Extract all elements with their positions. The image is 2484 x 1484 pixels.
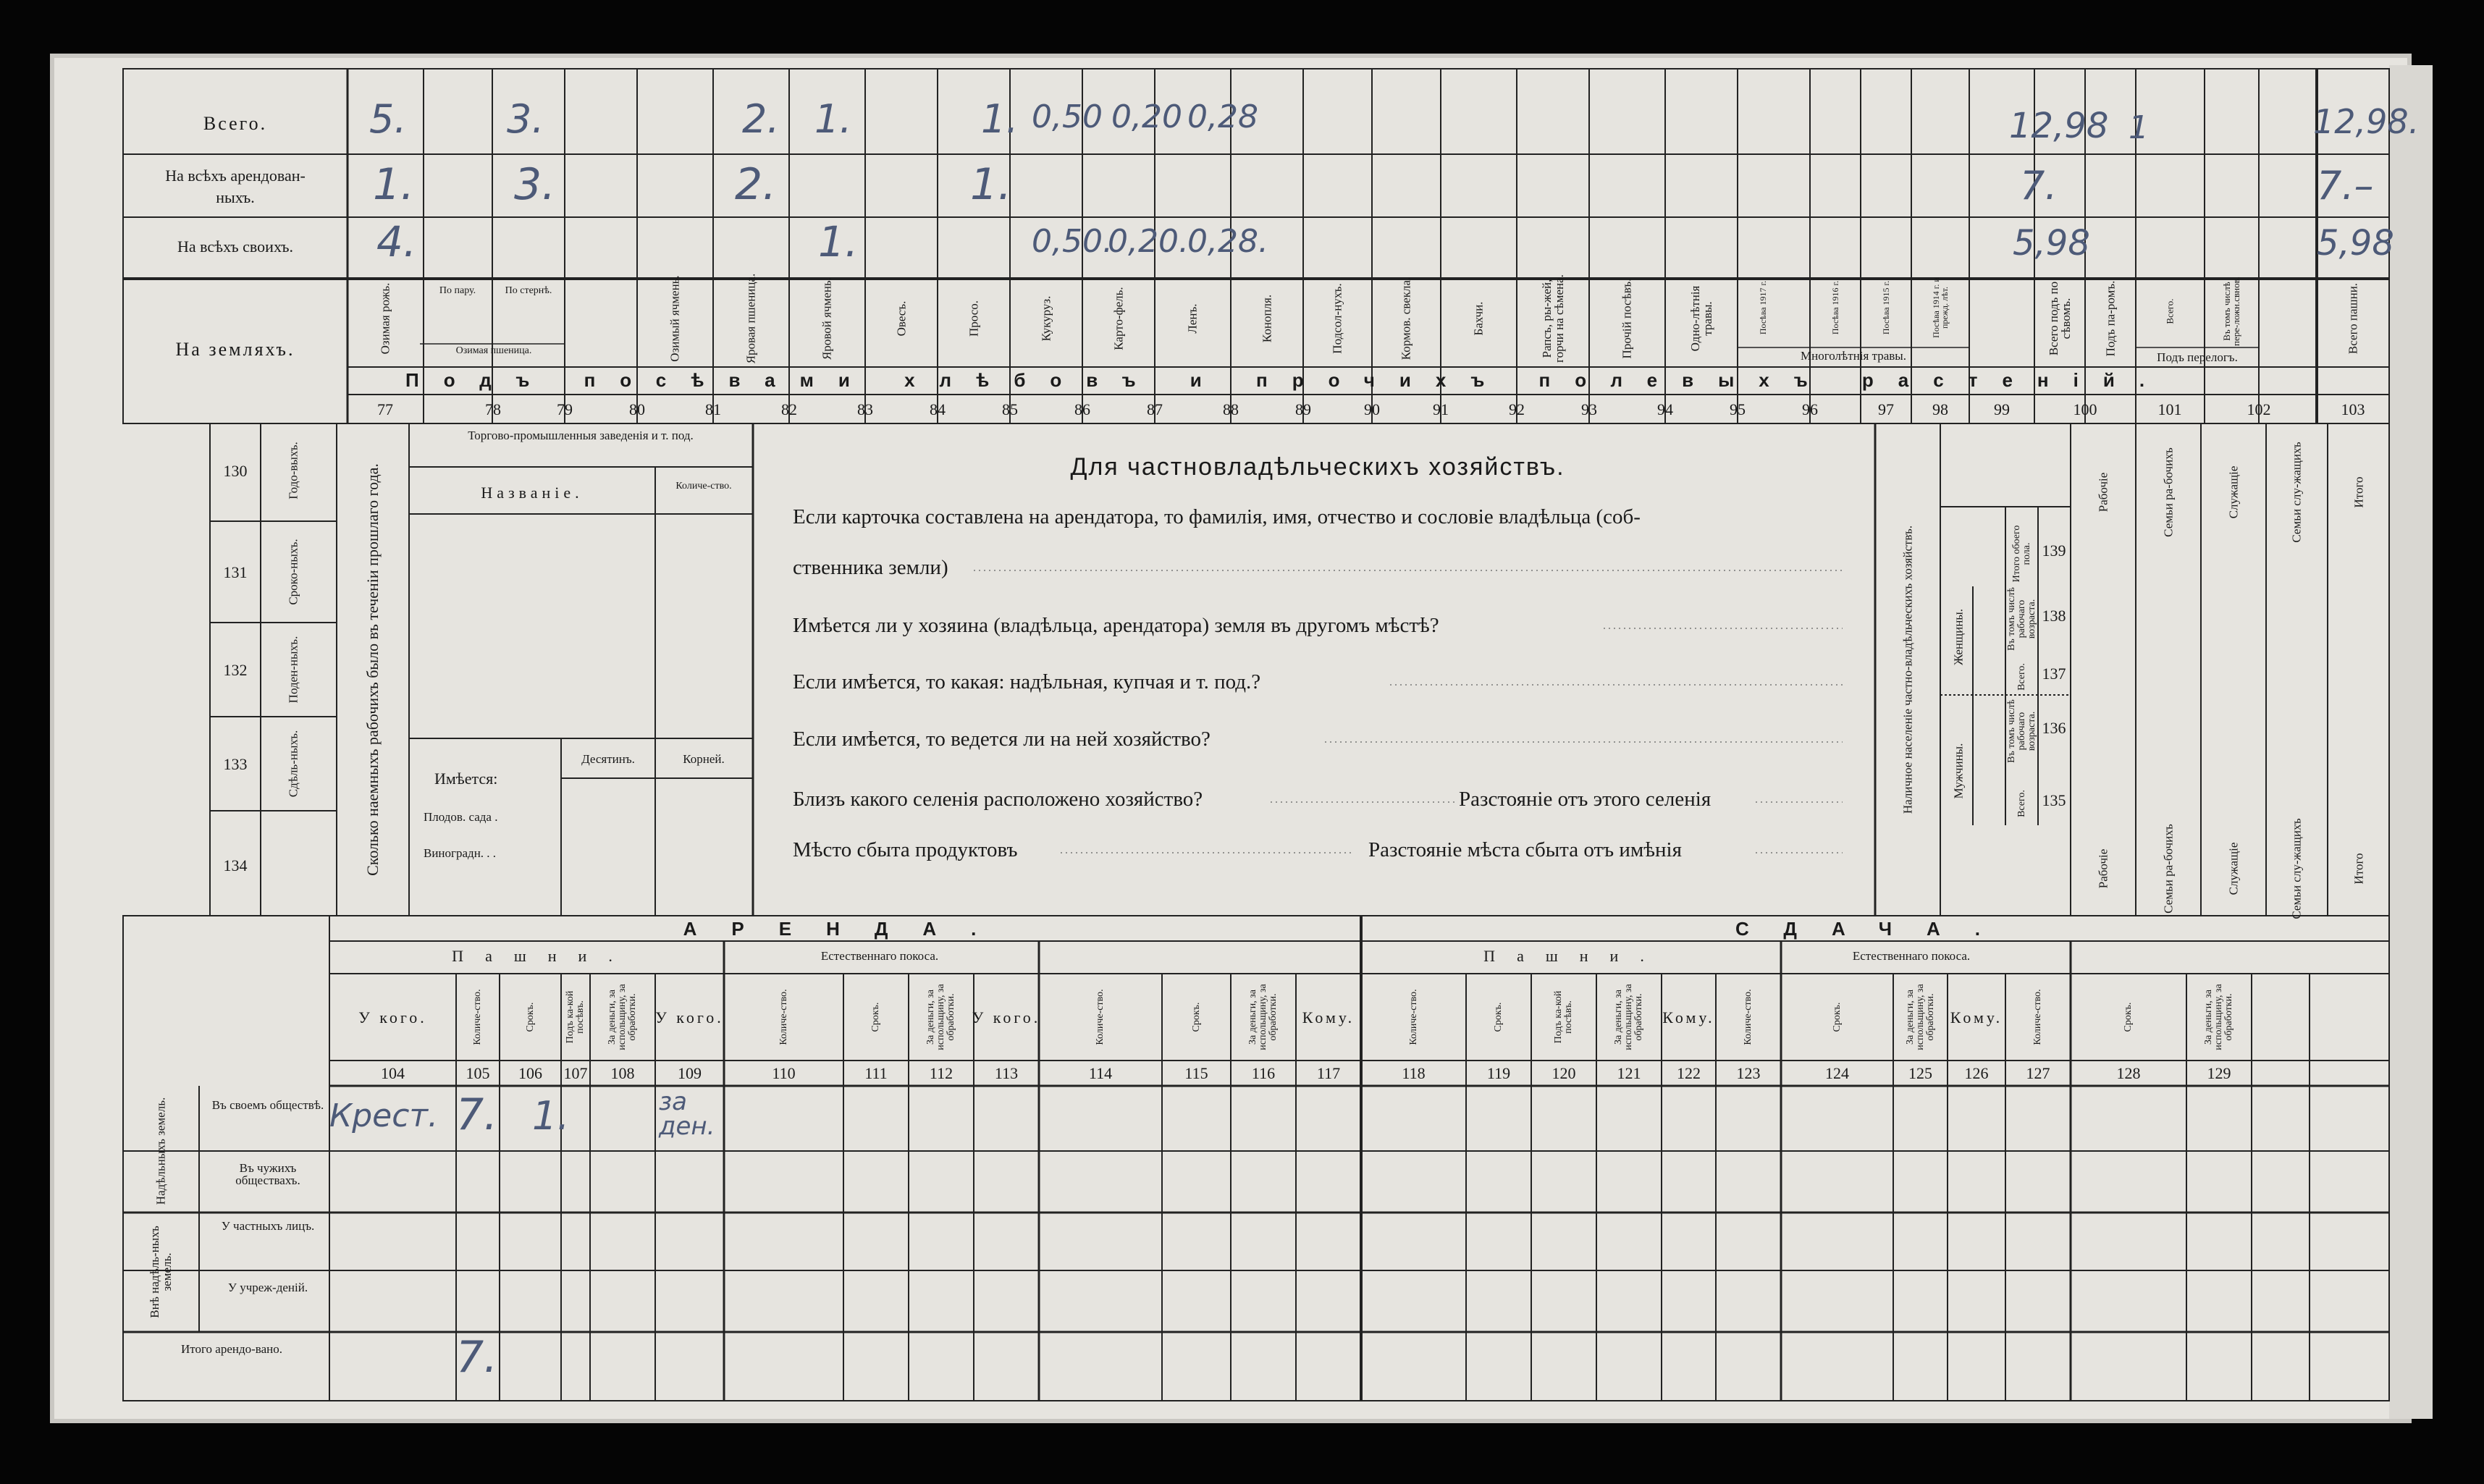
top-col-number-92: 92 [1509,400,1525,418]
hw-svoi-7: 5,98 [2317,223,2394,264]
bottom-col-header-20: Срокъ. [1831,1002,1843,1032]
top-col-number-77: 77 [377,400,393,418]
pop-col-num-138: 138 [2042,607,2066,625]
top-col-number-79: 79 [557,400,573,418]
col-num-132: 132 [223,661,248,679]
hw-arend-4: 1. [970,159,1012,210]
top-col-number-81: 81 [705,400,721,418]
hw-svoi-5: 0,28. [1187,223,1268,260]
top-col-header-23: Многолѣтнія травы. [1801,349,1906,363]
bottom-col-header-19: Количе-ство. [1743,989,1753,1045]
hw-svoi-2: 1. [818,217,859,266]
has-col-korney: Корней. [683,752,725,766]
question-village: Близъ какого селенія расположено хозяйство? [793,788,1203,811]
top-col-header-16: Рапсъ, ры-жей, горчи на сѣмена. [1540,274,1566,363]
bottom-col-header-4: За деньги, за испольщину, за обработки. [607,984,638,1050]
bottom-col-header-25: За деньги, за испольщину, за обработки. [2203,984,2234,1050]
hw-svoi-1: 4. [376,217,417,266]
right-col-top-4: Итого [2352,476,2366,508]
bottom-col-number-104: 104 [381,1064,405,1082]
population-label: Наличное населеніе частно-владѣльческихъ хозяйствъ. [1900,525,1915,814]
sdacha-pokos: Естественнаго покоса. [1852,949,1971,963]
workers-label: Сколько наемныхъ рабочихъ было въ теченіи прошлаго года. [363,463,382,876]
bottom-col-number-124: 124 [1825,1064,1849,1082]
row-label-arend-1: На всѣхъ арендован- [165,166,306,185]
hw-vsego-10: 1 [2129,109,2149,146]
question-village-distance: Разстояніе отъ этого селенія [1459,788,1712,811]
bottom-col-number-119: 119 [1486,1064,1511,1082]
top-col-header-18: Одно-лѣтнія травы. [1688,285,1714,352]
hw-vsego-1: 5. [369,96,407,142]
hw-svoi-4: 0,20. [1108,223,1189,260]
bottom-col-number-107: 107 [563,1064,588,1082]
group-vne-nadelnyh: Внѣ надѣль-ныхъ земель. [148,1226,174,1318]
bottom-col-number-112: 112 [929,1064,953,1082]
top-col-number-101: 101 [2157,400,2182,418]
bottom-col-header-6: Количе-ство. [778,989,789,1045]
bottom-col-number-105: 105 [466,1064,490,1082]
bottom-col-number-113: 113 [994,1064,1019,1082]
hw-vsego-2: 3. [507,96,544,142]
hw-bottom-srok: 1. [532,1093,570,1139]
top-col-header-1: По пару. [439,285,476,296]
top-col-header-13: Подсол-нухъ. [1330,283,1344,354]
top-col-number-100: 100 [2073,400,2097,418]
top-col-number-87: 87 [1147,400,1163,418]
row-label-arend-2: ныхъ. [216,188,255,206]
pop-col-label-136: Въ томъ числѣ рабочаго возраста. [2006,699,2037,763]
bottom-col-header-18: Кому. [1662,1008,1715,1026]
bottom-col-header-7: Срокъ. [870,1002,881,1032]
top-col-header-7: Овесъ. [894,300,909,337]
hw-svoi-3: 0,50. [1032,223,1113,260]
bottom-col-number-115: 115 [1184,1064,1208,1082]
col-label-131: Сроко-ныхъ. [286,539,300,605]
top-col-header-24: Всего подъ по сѣвомъ. [2047,281,2073,356]
row-uchrezhdeniy: У учреж-деній. [227,1281,308,1294]
top-col-number-95: 95 [1730,400,1746,418]
top-col-number-94: 94 [1657,400,1673,418]
trade-qty-header: Количе-ство. [675,481,732,492]
bottom-col-header-17: За деньги, за испольщину, за обработки. [1613,984,1644,1050]
sdacha-title: СДАЧА. [1735,918,2016,940]
arenda-title: АРЕНДА. [683,918,1011,940]
arenda-pashni: Пашни. [452,947,634,965]
bottom-col-header-14: Количе-ство. [1407,989,1419,1045]
bottom-col-header-15: Срокъ. [1493,1002,1504,1032]
hw-vsego-9: 12,98 [2009,106,2109,146]
bottom-col-number-127: 127 [2026,1064,2050,1082]
pop-col-label-138: Въ томъ числѣ рабочаго возраста. [2006,587,2037,651]
has-col-desyatin: Десятинъ. [581,752,635,766]
pop-col-num-136: 136 [2042,719,2066,737]
right-col-top-1: Семьи ра-бочихъ [2161,447,2176,537]
bottom-col-header-24: Срокъ. [2123,1002,2134,1032]
top-col-header-19: Посѣва 1917 г. [1758,280,1768,335]
hw-arend-3: 2. [735,159,777,210]
bottom-col-number-121: 121 [1617,1064,1641,1082]
top-col-number-99: 99 [1994,400,2010,418]
hw-arend-6: 7.– [2317,163,2374,208]
row-itogo-arendovano: Итого арендо-вано. [181,1342,282,1356]
bottom-col-header-2: Срокъ. [524,1002,536,1032]
top-col-header-10: Карто-фель. [1111,287,1126,350]
bottom-col-header-23: Количе-ство. [2032,989,2043,1045]
col-label-130: Годо-выхъ. [286,442,300,499]
top-col-header-17: Прочій посѣвъ. [1620,278,1634,359]
hw-svoi-6: 5,98 [2013,223,2090,264]
hw-vsego-4: 1. [814,96,852,142]
pop-group-women: Женщины. [1951,609,1966,665]
bottom-col-header-8: За деньги, за испольщину, за обработки. [925,984,956,1050]
bottom-col-header-3: Подъ ка-кой посѣвъ. [565,990,586,1044]
private-farms-title: Для частновладѣльческихъ хозяйствъ. [1070,453,1565,481]
hw-bottom-total: 7. [456,1332,498,1383]
hw-vsego-8: 0,28 [1187,98,1258,135]
pop-col-label-135: Всего. [2016,790,2027,817]
top-col-header-21: Посѣва 1915 г. [1881,280,1891,335]
bottom-col-number-111: 111 [864,1064,888,1082]
bottom-col-number-123: 123 [1736,1064,1761,1082]
top-col-header-8: Просо. [967,300,981,337]
bottom-col-number-117: 117 [1316,1064,1341,1082]
top-col-header-3: Озимая пшеница. [455,345,532,356]
sdacha-pashni: Пашни. [1483,947,1666,965]
row-label-vsego: Всего. [203,113,268,134]
bottom-col-header-9: У кого. [972,1008,1041,1026]
hw-vsego-5: 1. [981,96,1019,142]
top-col-number-88: 88 [1223,400,1239,418]
pop-col-num-135: 135 [2042,791,2066,809]
row-chastnyh-lits: У частныхъ лицъ. [221,1219,315,1233]
has-label: Имѣется: [434,770,498,788]
question-land-type: Если имѣется, то какая: надѣльная, купчая и т. под.? [793,670,1261,693]
pop-col-label-137: Всего. [2016,663,2027,691]
hw-bottom-krest: Крест. [329,1097,439,1134]
right-col-bottom-3: Семьи слу-жащихъ [2289,818,2304,919]
bottom-col-header-12: За деньги, за испольщину, за обработки. [1247,984,1279,1050]
bottom-col-number-109: 109 [678,1064,702,1082]
top-col-header-2: По стернѣ. [505,285,552,296]
bottom-col-header-5: У кого. [655,1008,724,1026]
top-col-number-85: 85 [1002,400,1018,418]
arenda-pokos: Естественнаго покоса. [820,949,939,963]
bottom-col-number-122: 122 [1677,1064,1701,1082]
top-col-number-89: 89 [1295,400,1311,418]
col-num-131: 131 [223,563,248,581]
top-col-header-15: Бахчи. [1471,301,1486,336]
pop-col-num-139: 139 [2042,541,2066,560]
question-owner-2: ственника земли) [793,556,948,579]
top-col-number-90: 90 [1364,400,1380,418]
top-col-header-20: Посѣва 1916 г. [1830,280,1840,335]
bottom-col-number-106: 106 [518,1064,542,1082]
col-label-133: Сдѣль-ныхъ. [286,730,300,798]
top-col-number-96: 96 [1802,400,1818,418]
top-col-header-6: Яровой ячмень. [820,277,834,360]
hw-arend-2: 3. [514,159,556,210]
col-num-130: 130 [223,462,248,480]
bottom-col-number-108: 108 [610,1064,635,1082]
hw-vsego-11: 12,98. [2313,102,2420,141]
right-col-top-3: Семьи слу-жащихъ [2289,442,2304,543]
right-col-bottom-1: Семьи ра-бочихъ [2161,824,2176,914]
question-market-distance: Разстояніе мѣста сбыта отъ имѣнія [1368,838,1682,861]
bottom-col-header-1: Количе-ство. [472,989,483,1045]
banner-title: Подъ посѣвами хлѣбовъ и прочихъ полевыхъ растеній. [405,369,2170,391]
top-col-number-80: 80 [629,400,645,418]
bottom-col-header-21: За деньги, за испольщину, за обработки. [1904,984,1936,1050]
top-col-number-102: 102 [2247,400,2271,418]
top-col-header-27: Въ томъ числѣ пере-ложн.свнов. [2221,277,2241,346]
top-col-number-84: 84 [930,400,946,418]
right-col-bottom-0: Рабочіе [2096,848,2110,889]
top-col-number-97: 97 [1878,400,1894,418]
top-col-number-78: 78 [485,400,501,418]
hw-arend-1: 1. [373,159,415,210]
top-col-header-14: Кормов. свекла. [1399,277,1413,361]
top-col-number-82: 82 [781,400,797,418]
top-col-header-5: Яровая пшеница. [744,273,758,364]
row-label-svoi: На всѣхъ своихъ. [177,237,293,256]
bottom-col-header-13: Кому. [1302,1008,1355,1026]
pop-col-num-137: 137 [2042,665,2066,683]
bottom-col-header-11: Срокъ. [1190,1002,1202,1032]
bottom-col-number-114: 114 [1088,1064,1113,1082]
question-other-land: Имѣется ли у хозяина (владѣльца, арендатора) земля въ другомъ мѣстѣ? [793,614,1439,637]
hw-arend-5: 7. [2020,163,2058,208]
top-col-header-4: Озимый ячмень. [668,275,682,362]
top-col-header-12: Конопля. [1260,294,1274,343]
right-col-top-2: Служащіе [2226,465,2241,519]
top-col-header-29: Всего пашни. [2346,282,2360,355]
pop-col-label-139: Итого обоего пола. [2011,525,2032,583]
row-chuzhih-obshchestvah: Въ чужихъ обществахъ. [235,1161,300,1187]
bottom-col-header-16: Подъ ка-кой посѣвъ. [1553,990,1574,1044]
bottom-col-number-118: 118 [1402,1064,1426,1082]
top-col-header-28: Подъ перелогъ. [2157,350,2238,364]
trade-title: Торгово-промышленныя заведенія и т. под. [468,429,694,442]
top-col-header-9: Кукуруз. [1039,295,1053,342]
top-col-number-103: 103 [2341,400,2365,418]
bottom-col-number-129: 129 [2207,1064,2231,1082]
group-nadelnye: Надѣльныхъ земель. [153,1097,168,1205]
col-num-134: 134 [223,856,248,874]
has-row-sad: Плодов. сада . [424,810,498,824]
hw-vsego-3: 2. [742,96,780,142]
bottom-col-number-126: 126 [1964,1064,1989,1082]
row-svoem-obshchestve: Въ своемъ обществѣ. [211,1098,324,1112]
question-owner-1: Если карточка составлена на арендатора, то фамилія, имя, отчество и сословіе владѣльца (соб- [793,505,1641,528]
top-col-number-98: 98 [1932,400,1948,418]
hw-bottom-qty: 7. [456,1089,498,1140]
question-farming: Если имѣется, то ведется ли на ней хозяйство? [793,728,1211,751]
hw-vsego-7: 0,20 [1111,98,1182,135]
trade-name-header: Названіе. [481,484,584,502]
bottom-col-number-120: 120 [1552,1064,1576,1082]
top-col-header-11: Ленъ. [1185,303,1200,334]
bottom-col-number-125: 125 [1908,1064,1932,1082]
top-col-header-22: Посѣва 1914 г. и прежд. лѣт. [1931,277,1950,338]
top-col-number-91: 91 [1433,400,1449,418]
top-col-header-0: Озимая рожь. [378,282,392,355]
bottom-col-header-10: Количе-ство. [1095,989,1106,1045]
has-row-vinograd: Виноградн. . . [424,846,497,860]
bottom-col-header-0: У кого. [358,1008,427,1026]
question-market: Мѣсто сбыта продуктовъ [793,838,1018,861]
right-col-bottom-2: Служащіе [2226,842,2241,895]
right-col-bottom-4: Итого [2352,853,2366,885]
bottom-col-number-110: 110 [772,1064,796,1082]
top-col-number-86: 86 [1074,400,1090,418]
pop-group-men: Мужчины. [1951,743,1966,799]
bottom-col-number-116: 116 [1251,1064,1276,1082]
top-col-number-93: 93 [1581,400,1597,418]
right-col-top-0: Рабочіе [2096,472,2110,513]
top-col-number-83: 83 [857,400,873,418]
hw-vsego-6: 0,50 [1032,98,1103,135]
hw-bottom-za-den: за ден. [659,1087,715,1141]
top-col-header-26: Всего. [2164,298,2176,324]
top-col-header-25: Подъ па-ромъ. [2103,280,2118,357]
row-label-na-zemlyakh: На земляхъ. [175,339,295,360]
bottom-col-header-22: Кому. [1950,1008,2003,1026]
col-label-132: Поден-ныхъ. [286,636,300,704]
bottom-col-number-128: 128 [2116,1064,2141,1082]
col-num-133: 133 [223,755,248,773]
